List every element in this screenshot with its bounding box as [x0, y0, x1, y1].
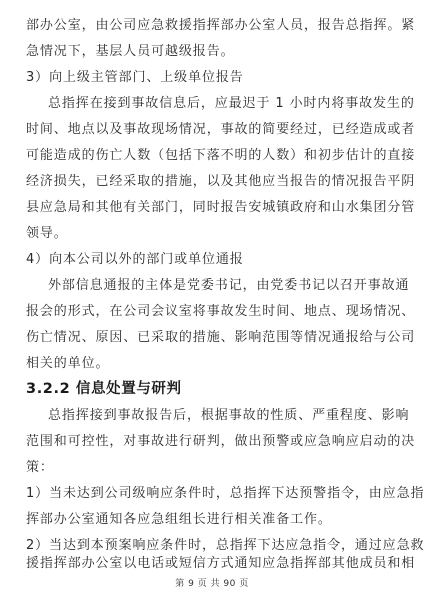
- list-item-text: 1）当未达到公司级响应条件时，总指挥下达预警指令，由应急指: [26, 486, 424, 501]
- body-text-line: 经济损失，已经采取的措施，以及其他应当报告的情况报告平阴: [26, 174, 416, 189]
- section-heading: 3.2.2 信息处置与研判: [26, 381, 182, 397]
- body-text-line: 急情况下，基层人员可越级报告。: [26, 44, 235, 59]
- body-text-line: 伤亡情况、原因、已采取的措施、影响范围等情况通报给与公司: [26, 330, 416, 345]
- body-text-line: 报会的形式，在公司会议室将事故发生时间、地点、现场情况、: [26, 304, 416, 319]
- body-text-line: 策：: [26, 460, 54, 475]
- body-text-line: 援指挥部办公室以电话或短信方式通知应急指挥部其他成员和相: [26, 556, 416, 571]
- body-text-line: 外部信息通报的主体是党委书记，由党委书记以召开事故通: [48, 278, 410, 293]
- body-text-line: 时间、地点以及事故现场情况，事故的简要经过，已经造成或者: [26, 122, 416, 137]
- page-footer: 第 9 页 共 90 页: [175, 579, 249, 589]
- body-text-line: 部办公室，由公司应急救援指挥部办公室人员，报告总指挥。紧: [26, 18, 416, 33]
- body-text-line: 可能造成的伤亡人数（包括下落不明的人数）和初步估计的直接: [26, 148, 416, 163]
- list-item-text: 2）当达到本预案响应条件时，总指挥下达应急指令，通过应急救: [26, 538, 424, 553]
- list-item-heading: 3）向上级主管部门、上级单位报告: [26, 70, 244, 85]
- body-text-line: 相关的单位。: [26, 356, 110, 371]
- body-text-line: 范围和可控性，对事故进行研判，做出预警或应急响应启动的决: [26, 434, 416, 449]
- list-item-heading: 4）向本公司以外的部门或单位通报: [26, 252, 244, 267]
- body-text-line: 挥部办公室通知各应急组组长进行相关准备工作。: [26, 512, 332, 527]
- body-text-line: 县应急局和其他有关部门，同时报告安城镇政府和山水集团分管: [26, 200, 416, 215]
- body-text-line: 总指挥在接到事故信息后，应最迟于 1 小时内将事故发生的: [48, 96, 415, 111]
- body-text-line: 总指挥接到事故报告后，根据事故的性质、严重程度、影响: [48, 408, 410, 423]
- body-text-line: 领导。: [26, 226, 68, 241]
